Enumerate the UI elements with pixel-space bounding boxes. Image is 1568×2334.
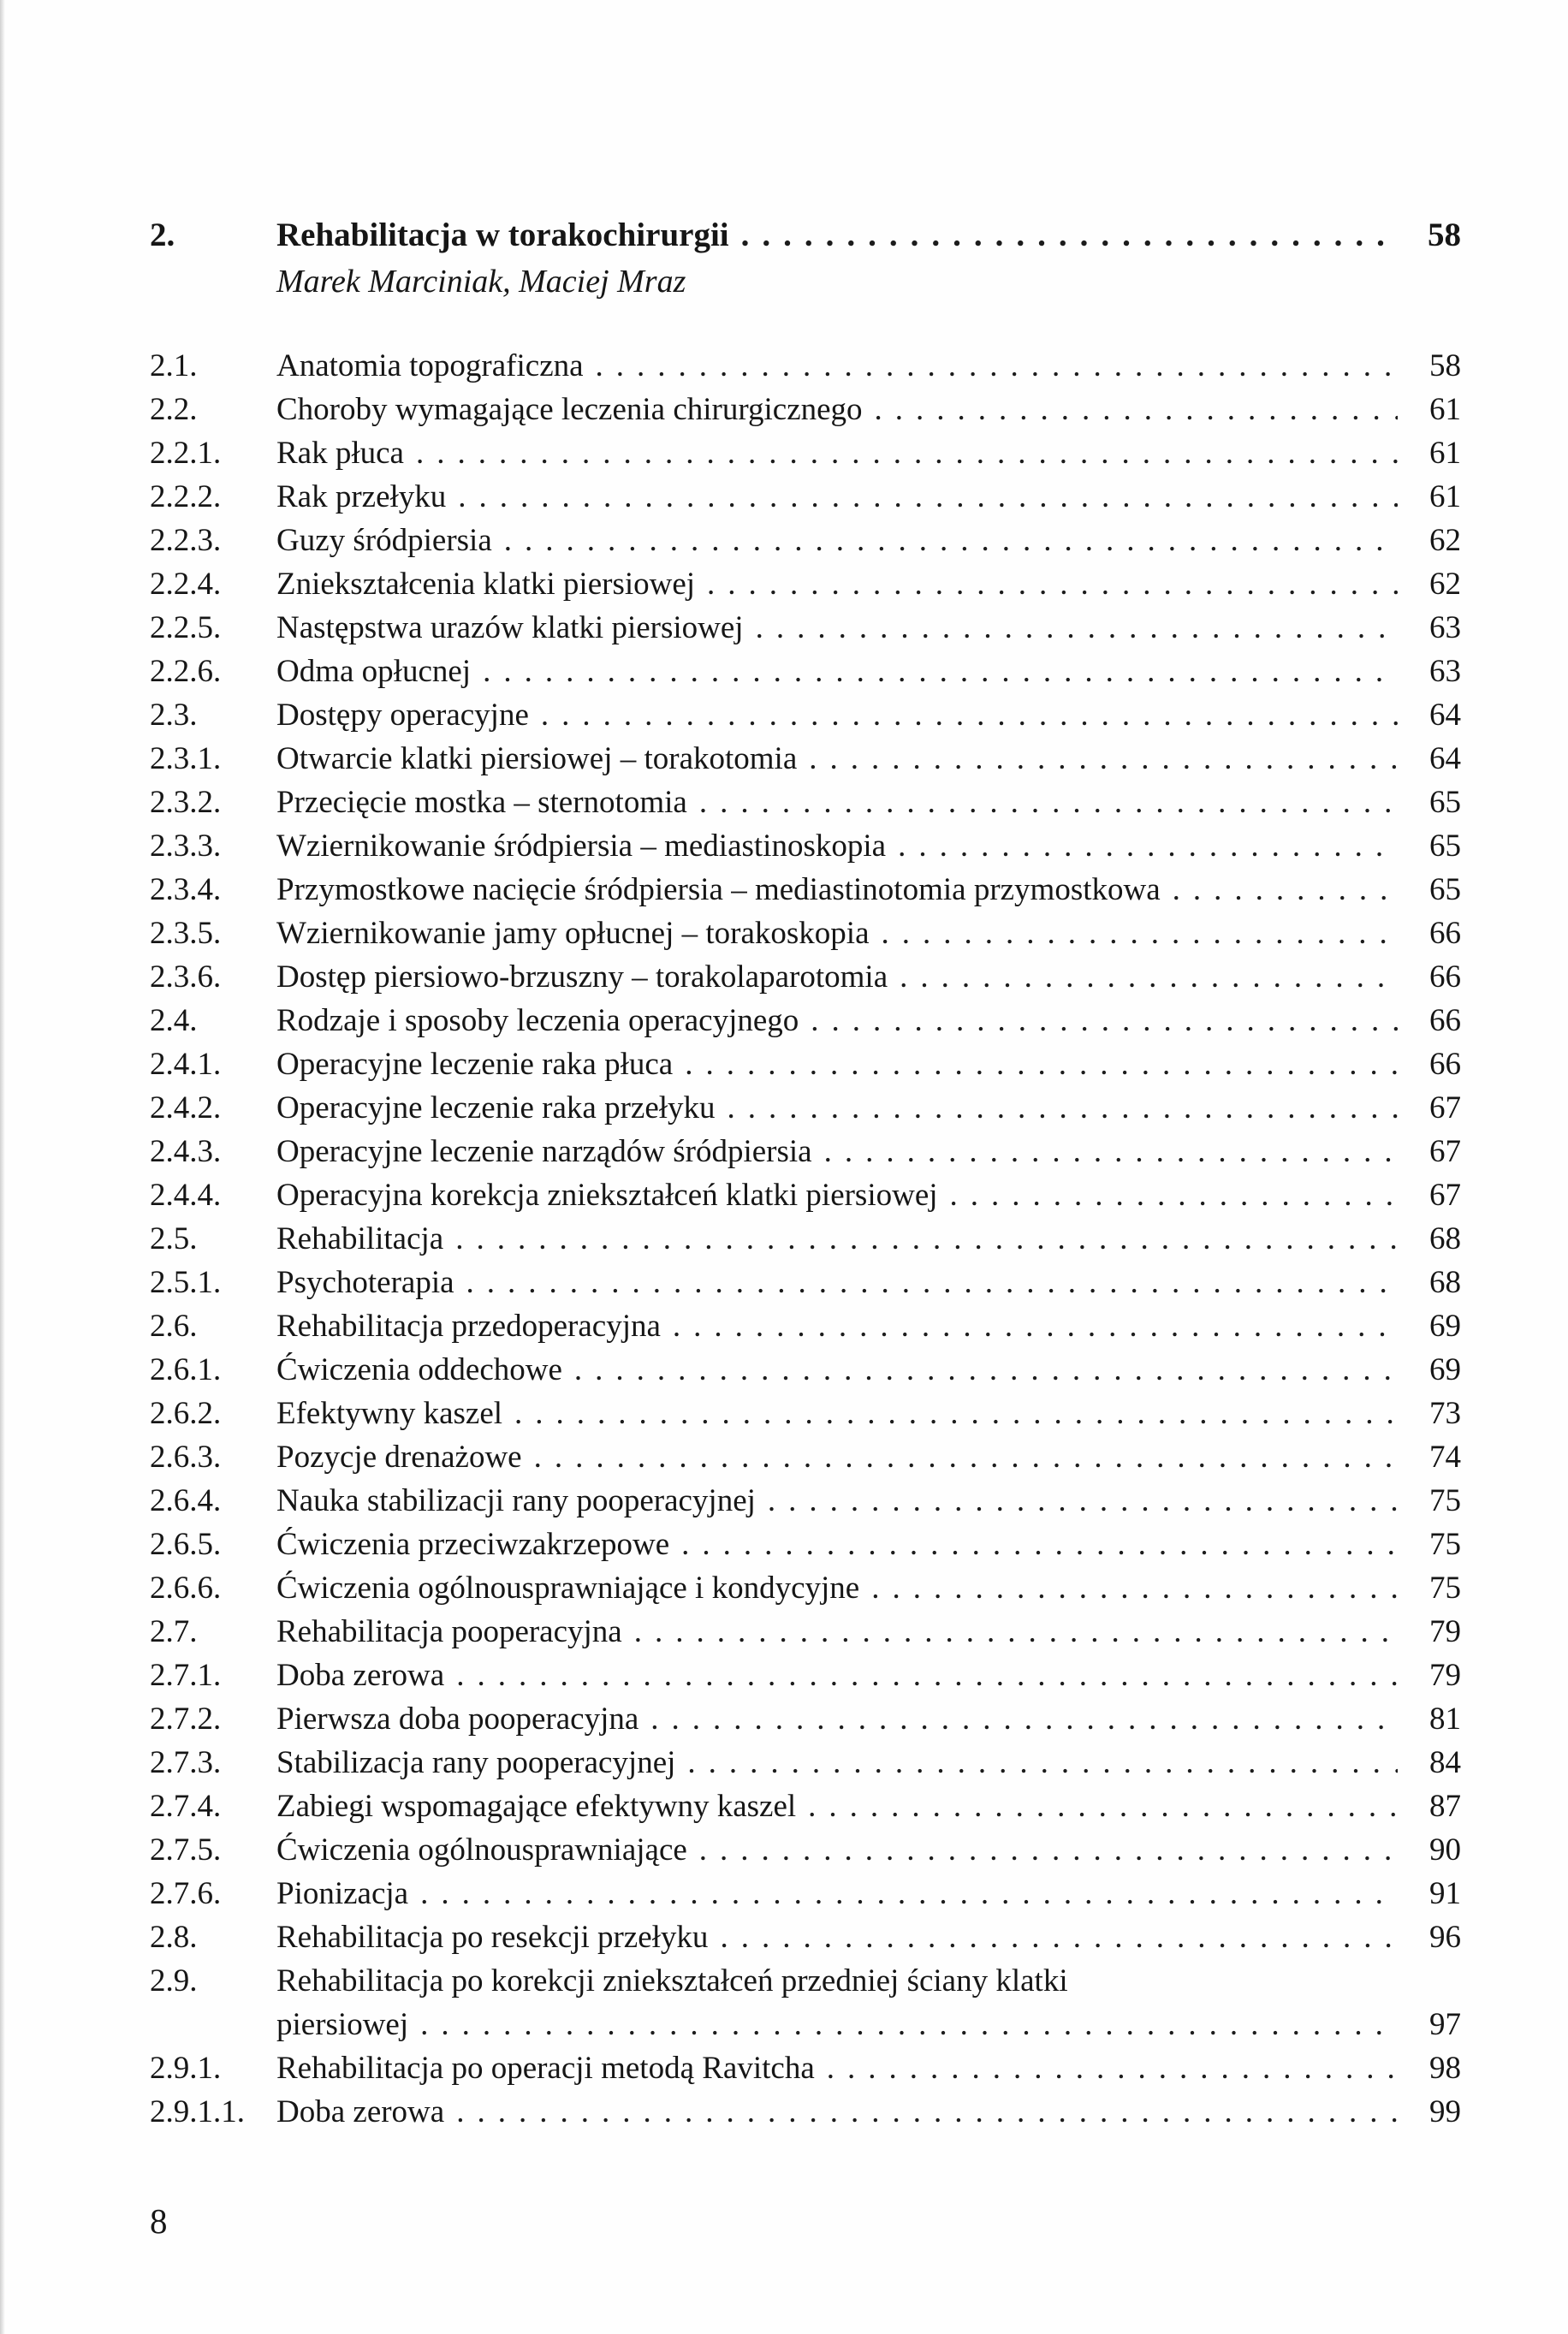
dot-leader xyxy=(729,214,1398,257)
toc-entry xyxy=(150,566,1461,609)
chapter-title: Rehabilitacja w torakochirurgii xyxy=(276,217,729,253)
toc-entry xyxy=(150,2006,1461,2050)
dot-leader xyxy=(815,2050,1398,2087)
toc-entry-title: Rehabilitacja po resekcji przełyku xyxy=(276,1920,709,1955)
dot-leader xyxy=(756,1482,1398,1519)
toc-entry-page: 66 xyxy=(1429,1003,1461,1038)
toc-entry-number: 2.7.3. xyxy=(150,1745,222,1780)
toc-entry-page: 79 xyxy=(1429,1614,1461,1649)
toc-entry-number: 2.9.1. xyxy=(150,2051,222,2086)
toc-entry xyxy=(150,959,1461,1002)
toc-entry-title: Przecięcie mostka – sternotomia xyxy=(276,785,687,820)
toc-entry-number: 2.2.5. xyxy=(150,610,222,645)
toc-entry xyxy=(150,784,1461,828)
toc-entry xyxy=(150,1701,1461,1744)
toc-entry xyxy=(150,1264,1461,1308)
toc-entry-number: 2.3.3. xyxy=(150,828,222,864)
toc-entry-page: 69 xyxy=(1429,1309,1461,1344)
toc-entry-title: Psychoterapia xyxy=(276,1265,454,1300)
page-number: 8 xyxy=(150,2201,168,2241)
toc-entry xyxy=(150,347,1461,391)
dot-leader xyxy=(673,1046,1398,1083)
toc-entry-number: 2.7.2. xyxy=(150,1702,222,1737)
toc-entry-number: 2.1. xyxy=(150,348,198,383)
toc-entry-title: Dostępy operacyjne xyxy=(276,698,529,733)
toc-entry-title: piersiowej xyxy=(276,2007,409,2042)
toc-entry-page: 58 xyxy=(1429,348,1461,383)
toc-entry-page: 65 xyxy=(1429,785,1461,820)
toc-entry-page: 64 xyxy=(1429,741,1461,776)
toc-entry-page: 73 xyxy=(1429,1396,1461,1431)
toc-entry xyxy=(150,915,1461,959)
toc-entry-title: Doba zerowa xyxy=(276,2094,445,2129)
toc-entry-page: 61 xyxy=(1429,479,1461,514)
dot-leader xyxy=(716,1090,1398,1126)
toc-entry xyxy=(150,1351,1461,1395)
toc-entry xyxy=(150,609,1461,653)
dot-leader xyxy=(870,915,1398,952)
toc-entry-title: Operacyjne leczenie narządów śródpiersia xyxy=(276,1134,812,1169)
dot-leader xyxy=(863,391,1398,428)
toc-entry-title: Nauka stabilizacji rany pooperacyjnej xyxy=(276,1483,756,1518)
toc-entry-page: 99 xyxy=(1429,2094,1461,2129)
toc-entry-number: 2.6.5. xyxy=(150,1527,222,1562)
toc-entry-page: 79 xyxy=(1429,1658,1461,1693)
toc-entry-title: Choroby wymagające leczenia chirurgicznego xyxy=(276,392,863,427)
toc-entry xyxy=(150,1875,1461,1919)
toc-entry-page: 62 xyxy=(1429,567,1461,602)
dot-leader xyxy=(492,522,1398,559)
toc-entry-number: 2.5. xyxy=(150,1221,198,1256)
toc-entry xyxy=(150,1439,1461,1482)
toc-entry xyxy=(150,1482,1461,1526)
chapter-page: 58 xyxy=(1428,217,1461,253)
toc-entry-page: 68 xyxy=(1429,1265,1461,1300)
toc-entry-number: 2.6.1. xyxy=(150,1352,222,1387)
toc-entry-number: 2.3.5. xyxy=(150,916,222,951)
toc-entry-number: 2.7. xyxy=(150,1614,198,1649)
toc-entry xyxy=(150,1090,1461,1133)
toc-entry xyxy=(150,1919,1461,1963)
toc-entry-page: 67 xyxy=(1429,1178,1461,1213)
toc-entry-title: Rehabilitacja po korekcji zniekształceń przedniej ściany klatki xyxy=(276,1963,1068,1998)
toc-entry-title: Wziernikowanie jamy opłucnej – torakoskopia xyxy=(276,916,870,951)
toc-entry-number: 2.4.2. xyxy=(150,1090,222,1125)
dot-leader xyxy=(638,1701,1398,1737)
dot-leader xyxy=(687,1832,1398,1868)
toc-entry xyxy=(150,828,1461,871)
header-gap xyxy=(150,303,1461,347)
dot-leader xyxy=(695,566,1398,603)
toc-entry-number: 2.6. xyxy=(150,1309,198,1344)
toc-entry-title: Operacyjne leczenie raka przełyku xyxy=(276,1090,716,1125)
toc-entry-number: 2.4.1. xyxy=(150,1047,222,1082)
dot-leader xyxy=(886,828,1398,864)
dot-leader xyxy=(408,1875,1398,1912)
toc-entry-page: 98 xyxy=(1429,2051,1461,2086)
toc-entry-page: 63 xyxy=(1429,654,1461,689)
toc-entry xyxy=(150,1613,1461,1657)
dot-leader xyxy=(404,435,1398,472)
toc-entry-page: 69 xyxy=(1429,1352,1461,1387)
dot-leader xyxy=(744,609,1398,646)
toc-entry-page: 62 xyxy=(1429,523,1461,558)
toc-entry xyxy=(150,1177,1461,1220)
toc-entry-page: 65 xyxy=(1429,872,1461,907)
toc-entry-page: 66 xyxy=(1429,959,1461,995)
toc-entry-number: 2.5.1. xyxy=(150,1265,222,1300)
toc-entry-title: Pierwsza doba pooperacyjna xyxy=(276,1702,639,1737)
chapter-heading xyxy=(150,214,1461,257)
toc-entry-number: 2.8. xyxy=(150,1920,198,1955)
toc-entry-number: 2.7.5. xyxy=(150,1832,222,1868)
toc-entry-title: Ćwiczenia przeciwzakrzepowe xyxy=(276,1527,670,1562)
toc-entry-page: 87 xyxy=(1429,1789,1461,1824)
toc-entry-number: 2.2.3. xyxy=(150,523,222,558)
toc-entry-title: Rak przełyku xyxy=(276,479,447,514)
scan-edge xyxy=(0,0,5,2334)
toc-entry-title: Przymostkowe nacięcie śródpiersia – mediastinotomia przymostkowa xyxy=(276,872,1161,907)
toc-entry xyxy=(150,1526,1461,1570)
toc-entry-page: 91 xyxy=(1429,1876,1461,1911)
toc-entry-page: 75 xyxy=(1429,1527,1461,1562)
toc-entry-page: 63 xyxy=(1429,610,1461,645)
toc-entry xyxy=(150,1395,1461,1439)
toc-entry xyxy=(150,1744,1461,1788)
toc-entry-page: 75 xyxy=(1429,1571,1461,1606)
toc-entry-number: 2.3.2. xyxy=(150,785,222,820)
toc-entry-title: Rak płuca xyxy=(276,436,404,471)
toc-entry xyxy=(150,478,1461,522)
toc-entry-page: 66 xyxy=(1429,1047,1461,1082)
dot-leader xyxy=(799,1002,1398,1039)
toc-entry-number: 2.6.4. xyxy=(150,1483,222,1518)
dot-leader xyxy=(797,740,1398,777)
toc-entry xyxy=(150,1832,1461,1875)
toc-entry-title: Otwarcie klatki piersiowej – torakotomia xyxy=(276,741,798,776)
toc-entry-page: 74 xyxy=(1429,1440,1461,1475)
toc-entry-title: Ćwiczenia oddechowe xyxy=(276,1352,562,1387)
toc-entry-page: 84 xyxy=(1429,1745,1461,1780)
toc-entry xyxy=(150,1963,1461,2006)
toc-entry-title: Pozycje drenażowe xyxy=(276,1440,522,1475)
toc-entry-title: Dostęp piersiowo-brzuszny – torakolaparotomia xyxy=(276,959,888,995)
dot-leader xyxy=(675,1744,1398,1781)
dot-leader xyxy=(796,1788,1398,1825)
toc-entry-title: Operacyjne leczenie raka płuca xyxy=(276,1047,674,1082)
toc-entry-number: 2.3.1. xyxy=(150,741,222,776)
toc-entry-title: Pionizacja xyxy=(276,1876,409,1911)
toc-entry-title: Zabiegi wspomagające efektywny kaszel xyxy=(276,1789,797,1824)
toc-entry-title: Wziernikowanie śródpiersia – mediastinoskopia xyxy=(276,828,887,864)
toc-entry xyxy=(150,1046,1461,1090)
toc-entry xyxy=(150,740,1461,784)
toc-entry-number: 2.4.3. xyxy=(150,1134,222,1169)
toc-entry-number: 2.6.6. xyxy=(150,1571,222,1606)
toc-entry-page: 75 xyxy=(1429,1483,1461,1518)
dot-leader xyxy=(938,1177,1398,1214)
toc-entry-page: 96 xyxy=(1429,1920,1461,1955)
toc-entry-title: Rehabilitacja przedoperacyjna xyxy=(276,1309,661,1344)
dot-leader xyxy=(522,1439,1398,1476)
dot-leader xyxy=(812,1133,1398,1170)
dot-leader xyxy=(502,1395,1398,1432)
toc-entry xyxy=(150,2050,1461,2093)
toc-entry-title: Rehabilitacja xyxy=(276,1221,444,1256)
toc-entry xyxy=(150,697,1461,740)
toc-entry-number: 2.3. xyxy=(150,698,198,733)
toc-entry xyxy=(150,1308,1461,1351)
toc-entry-page: 64 xyxy=(1429,698,1461,733)
toc-entry xyxy=(150,1220,1461,1264)
toc-entry-number: 2.9. xyxy=(150,1963,198,1998)
dot-leader xyxy=(454,1264,1398,1301)
toc-entry-number: 2.2.6. xyxy=(150,654,222,689)
toc-entry xyxy=(150,1002,1461,1046)
dot-leader xyxy=(661,1308,1398,1345)
toc-entry xyxy=(150,1133,1461,1177)
dot-leader xyxy=(687,784,1398,821)
dot-leader xyxy=(471,653,1398,690)
toc-entry-number: 2.6.3. xyxy=(150,1440,222,1475)
toc-content xyxy=(150,214,1461,2137)
toc-entry-number: 2.2.1. xyxy=(150,436,222,471)
toc-entry xyxy=(150,391,1461,435)
dot-leader xyxy=(444,1657,1398,1694)
toc-entry xyxy=(150,1570,1461,1613)
toc-entry-title: Anatomia topograficzna xyxy=(276,348,584,383)
toc-entry-title: Guzy śródpiersia xyxy=(276,523,492,558)
dot-leader xyxy=(444,2093,1398,2130)
toc-entry-number: 2.4.4. xyxy=(150,1178,222,1213)
toc-entry-number: 2.7.6. xyxy=(150,1876,222,1911)
toc-entry-number: 2.4. xyxy=(150,1003,198,1038)
toc-entry-title: Stabilizacja rany pooperacyjnej xyxy=(276,1745,676,1780)
toc-entry-title: Operacyjna korekcja zniekształceń klatki piersiowej xyxy=(276,1178,938,1213)
toc-entry xyxy=(150,1657,1461,1701)
toc-entry xyxy=(150,871,1461,915)
toc-entry-page: 90 xyxy=(1429,1832,1461,1868)
dot-leader xyxy=(584,347,1398,384)
toc-entry-page: 61 xyxy=(1429,436,1461,471)
toc-entry-title: Ćwiczenia ogólnousprawniające xyxy=(276,1832,687,1868)
dot-leader xyxy=(669,1526,1398,1563)
toc-entry-title: Rodzaje i sposoby leczenia operacyjnego xyxy=(276,1003,799,1038)
dot-leader xyxy=(562,1351,1398,1388)
dot-leader xyxy=(529,697,1398,733)
dot-leader xyxy=(888,959,1398,995)
toc-entry-page: 67 xyxy=(1429,1134,1461,1169)
toc-entry-number: 2.2.4. xyxy=(150,567,222,602)
toc-entry-number: 2.6.2. xyxy=(150,1396,222,1431)
toc-entry-page: 97 xyxy=(1429,2007,1461,2042)
dot-leader xyxy=(1161,871,1398,908)
toc-entry-page: 61 xyxy=(1429,392,1461,427)
toc-entry-title: Rehabilitacja po operacji metodą Ravitcha xyxy=(276,2051,815,2086)
toc-entry-number: 2.9.1.1. xyxy=(150,2094,245,2129)
toc-entry-page: 81 xyxy=(1429,1702,1461,1737)
toc-entry-number: 2.3.6. xyxy=(150,959,222,995)
toc-entry-page: 65 xyxy=(1429,828,1461,864)
toc-entry-number: 2.3.4. xyxy=(150,872,222,907)
chapter-authors: Marek Marciniak, Maciej Mraz xyxy=(276,264,686,300)
toc-entry-number: 2.2.2. xyxy=(150,479,222,514)
toc-entry xyxy=(150,522,1461,566)
toc-entry-title: Ćwiczenia ogólnousprawniające i kondycyjne xyxy=(276,1571,860,1606)
dot-leader xyxy=(859,1570,1398,1606)
toc-entry xyxy=(150,1788,1461,1832)
toc-entry-page: 66 xyxy=(1429,916,1461,951)
toc-entry xyxy=(150,653,1461,697)
dot-leader xyxy=(443,1220,1398,1257)
toc-list xyxy=(150,347,1461,2137)
toc-entry-title: Doba zerowa xyxy=(276,1658,445,1693)
toc-entry-title: Odma opłucnej xyxy=(276,654,472,689)
toc-entry-page: 68 xyxy=(1429,1221,1461,1256)
toc-entry-page: 67 xyxy=(1429,1090,1461,1125)
dot-leader xyxy=(708,1919,1398,1956)
toc-entry-number: 2.7.4. xyxy=(150,1789,222,1824)
dot-leader xyxy=(408,2006,1398,2043)
toc-entry-title: Następstwa urazów klatki piersiowej xyxy=(276,610,744,645)
toc-entry-title: Efektywny kaszel xyxy=(276,1396,503,1431)
toc-entry xyxy=(150,435,1461,478)
dot-leader xyxy=(622,1613,1398,1650)
toc-entry-number: 2.2. xyxy=(150,392,198,427)
toc-entry-title: Rehabilitacja pooperacyjna xyxy=(276,1614,622,1649)
toc-entry-number: 2.7.1. xyxy=(150,1658,222,1693)
toc-entry xyxy=(150,2093,1461,2137)
chapter-number: 2. xyxy=(150,217,175,253)
dot-leader xyxy=(446,478,1398,515)
toc-entry-title: Zniekształcenia klatki piersiowej xyxy=(276,567,696,602)
